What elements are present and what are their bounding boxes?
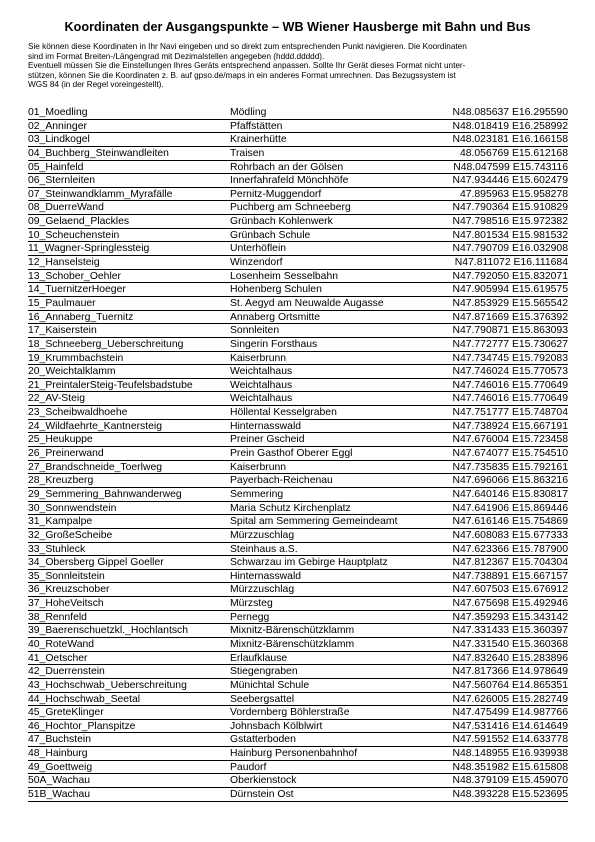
route-name: 05_Hainfeld <box>28 161 84 173</box>
table-row <box>28 720 568 734</box>
table-row <box>28 788 568 802</box>
table-row <box>28 665 568 679</box>
coordinates: N47.738891 E15.667157 <box>452 570 568 582</box>
coordinates: N47.905994 E15.619575 <box>452 284 568 296</box>
route-name: 12_Hanselsteig <box>28 257 100 269</box>
table-row <box>28 488 568 502</box>
route-name: 43_Hochschwab_Ueberschreitung <box>28 679 187 691</box>
start-location: Innerfahrafeld Mönchhöfe <box>230 175 349 187</box>
table-row <box>28 624 568 638</box>
start-location: Steinhaus a.S. <box>230 543 298 555</box>
coordinates: N47.696066 E15.863216 <box>452 475 568 487</box>
route-name: 24_Wildfaehrte_Kantnersteig <box>28 420 163 432</box>
route-name: 44_Hochschwab_Seetal <box>28 693 141 705</box>
route-name: 34_Obersberg Gippel Goeller <box>28 557 164 569</box>
route-name: 21_PreintalerSteig-Teufelsbadstube <box>28 379 193 391</box>
table-row <box>28 747 568 761</box>
table-row <box>28 161 568 175</box>
table-row <box>28 188 568 202</box>
route-name: 18_Schneeberg_Ueberschreitung <box>28 338 184 350</box>
table-row <box>28 556 568 570</box>
start-location: Kaiserbrunn <box>230 461 287 473</box>
route-name: 03_Lindkogel <box>28 134 90 146</box>
route-name: 46_Hochtor_Planspitze <box>28 720 136 732</box>
table-row <box>28 120 568 134</box>
table-row <box>28 543 568 557</box>
route-name: 33_Stuhleck <box>28 543 86 555</box>
table-row <box>28 679 568 693</box>
start-location: Hainburg Personenbahnhof <box>230 748 358 760</box>
table-row <box>28 515 568 529</box>
start-location: Krainerhütte <box>230 134 287 146</box>
table-row <box>28 733 568 747</box>
table-row <box>28 652 568 666</box>
coordinates: 47.895963 E15.958278 <box>459 188 568 200</box>
coordinates: N47.640146 E15.830817 <box>452 488 568 500</box>
coordinates: 48.056769 E15.612168 <box>459 147 568 159</box>
coordinates: N48.023181 E16.166158 <box>452 134 568 146</box>
start-location: Weichtalhaus <box>230 393 293 405</box>
page-title: Koordinaten der Ausgangspunkte – WB Wiener Hausberge mit Bahn und Bus <box>64 20 531 34</box>
route-name: 45_GreteKlinger <box>28 707 104 719</box>
start-location: Mürzzuschlag <box>230 529 295 541</box>
table-row <box>28 215 568 229</box>
start-location: Traisen <box>230 147 265 159</box>
route-name: 17_Kaiserstein <box>28 325 97 337</box>
start-location: Rohrbach an der Gölsen <box>230 161 344 173</box>
coordinates: N47.751777 E15.748704 <box>452 407 568 419</box>
coordinates: N48.148955 E16.939938 <box>452 748 568 760</box>
coordinates: N47.832640 E15.283896 <box>452 652 568 664</box>
coordinates: N48.379109 E15.459070 <box>452 775 568 787</box>
start-location: Mürzzuschlag <box>230 584 295 596</box>
coordinates: N47.738924 E15.667191 <box>452 420 568 432</box>
route-name: 26_Preinerwand <box>28 448 104 460</box>
start-location: Schwarzau im Gebirge Hauptplatz <box>230 557 388 569</box>
coordinates: N47.801534 E15.981532 <box>452 229 568 241</box>
table-row <box>28 311 568 325</box>
route-name: 02_Anninger <box>28 120 87 132</box>
coordinates: N47.475499 E14.987766 <box>452 707 568 719</box>
coordinates: N47.626005 E15.282749 <box>452 693 568 705</box>
start-location: Hinternasswald <box>230 570 302 582</box>
coordinates: N47.359293 E15.343142 <box>452 611 568 623</box>
route-name: 08_DuerreWand <box>28 202 104 214</box>
table-row <box>28 706 568 720</box>
table-row <box>28 133 568 147</box>
route-name: 32_GroßeScheibe <box>28 529 113 541</box>
coordinates: N47.735835 E15.792161 <box>452 461 568 473</box>
start-location: Münichtal Schule <box>230 679 310 691</box>
table-row <box>28 774 568 788</box>
coordinates: N47.676004 E15.723458 <box>452 434 568 446</box>
start-location: Maria Schutz Kirchenplatz <box>230 502 351 514</box>
coordinates: N47.812367 E15.704304 <box>452 557 568 569</box>
start-location: Dürnstein Ost <box>230 789 294 801</box>
table-row <box>28 242 568 256</box>
table-row <box>28 447 568 461</box>
route-name: 25_Heukuppe <box>28 434 93 446</box>
start-location: Grünbach Kohlenwerk <box>230 216 333 228</box>
start-location: Grünbach Schule <box>230 229 311 241</box>
start-location: Stiegengraben <box>230 666 298 678</box>
table-row <box>28 474 568 488</box>
coordinates: N48.085637 E16.295590 <box>452 107 568 118</box>
coordinates: N47.772777 E15.730627 <box>452 338 568 350</box>
start-location: Losenheim Sesselbahn <box>230 270 339 282</box>
start-location: Mixnitz-Bärenschützklamm <box>230 625 355 637</box>
coordinates: N47.871669 E15.376392 <box>452 311 568 323</box>
start-location: Mixnitz-Bärenschützklamm <box>230 638 355 650</box>
start-location: Erlaufklause <box>230 652 288 664</box>
route-name: 42_Duerrenstein <box>28 666 105 678</box>
coordinates: N48.351982 E15.615808 <box>452 761 568 773</box>
coordinates: N47.607503 E15.676912 <box>452 584 568 596</box>
route-name: 19_Krummbachstein <box>28 352 124 364</box>
table-row <box>28 147 568 161</box>
table-row <box>28 379 568 393</box>
coordinates: N48.047599 E15.743116 <box>453 161 568 173</box>
route-name: 49_Goettweig <box>28 761 93 773</box>
route-name: 10_Scheuchenstein <box>28 229 120 241</box>
start-location: Höllental Kesselgraben <box>230 407 337 419</box>
route-name: 15_Paulmauer <box>28 297 96 309</box>
start-location: Johnsbach Kölblwirt <box>230 720 323 732</box>
coordinates: N47.675698 E15.492946 <box>452 598 568 610</box>
coordinates: N47.792050 E15.832071 <box>452 270 568 282</box>
table-row <box>28 106 568 120</box>
table-row <box>28 229 568 243</box>
coordinates: N47.798516 E15.972382 <box>452 216 568 228</box>
coordinates: N47.531416 E14.614649 <box>452 720 568 732</box>
route-name: 28_Kreuzberg <box>28 475 94 487</box>
start-location: Gstatterboden <box>230 734 296 746</box>
table-row <box>28 201 568 215</box>
coordinates: N47.790709 E16.032908 <box>452 243 568 255</box>
table-row <box>28 529 568 543</box>
table-row <box>28 365 568 379</box>
table-row <box>28 270 568 284</box>
route-name: 40_RoteWand <box>28 638 95 650</box>
route-name: 48_Hainburg <box>28 748 88 760</box>
table-row <box>28 433 568 447</box>
coordinates: N47.934446 E15.602479 <box>452 175 568 187</box>
route-name: 47_Buchstein <box>28 734 91 746</box>
coordinates: N47.746016 E15.770649 <box>452 379 568 391</box>
table-row <box>28 638 568 652</box>
start-location: Pernegg <box>230 611 270 623</box>
route-name: 07_Steinwandklamm_Myrafälle <box>28 188 173 200</box>
route-name: 27_Brandschneide_Toerlweg <box>28 461 163 473</box>
intro-line: Sie können diese Koordinaten in Ihr Navi eingeben und so direkt zum entsprechenden Punkt navigieren. Die Koordinaten <box>28 42 467 51</box>
route-name: 36_Kreuzschober <box>28 584 110 596</box>
table-row <box>28 502 568 516</box>
table-row <box>28 611 568 625</box>
route-name: 09_Gelaend_Plackles <box>28 216 130 228</box>
coordinates: N47.608083 E15.677333 <box>452 529 568 541</box>
table-row <box>28 338 568 352</box>
table-row <box>28 283 568 297</box>
table-row <box>28 583 568 597</box>
start-location: Winzendorf <box>230 257 283 269</box>
start-location: Kaiserbrunn <box>230 352 287 364</box>
route-name: 01_Moedling <box>28 107 88 118</box>
coordinates: N47.623366 E15.787900 <box>452 543 568 555</box>
start-location: Mürzsteg <box>230 598 273 610</box>
table-row <box>28 324 568 338</box>
route-name: 16_Annaberg_Tuernitz <box>28 311 134 323</box>
coordinates: N47.811072 E16.111684 <box>454 257 568 269</box>
coordinates: N47.331433 E15.360397 <box>452 625 568 637</box>
table-row <box>28 256 568 270</box>
start-location: Hohenberg Schulen <box>230 284 322 296</box>
start-location: Oberkienstock <box>230 775 297 787</box>
route-name: 39_Baerenschuetzkl._Hochlantsch <box>28 625 188 637</box>
start-location: Annaberg Ortsmitte <box>230 311 321 323</box>
table-row <box>28 406 568 420</box>
table-row <box>28 297 568 311</box>
start-location: Puchberg am Schneeberg <box>230 202 351 214</box>
intro-line: sind im Format Breiten-/Längengrad mit Dezimalstellen angegeben (hddd.ddddd). <box>28 51 325 61</box>
route-name: 11_Wagner-Springlessteig <box>28 243 150 255</box>
route-name: 29_Semmering_Bahnwanderweg <box>28 488 182 500</box>
table-row <box>28 392 568 406</box>
route-name: 35_Sonnleitstein <box>28 570 105 582</box>
start-location: Payerbach-Reichenau <box>230 475 333 487</box>
table-row <box>28 420 568 434</box>
start-location: Unterhöflein <box>230 243 287 255</box>
route-name: 20_Weichtalklamm <box>28 366 116 378</box>
intro-line: WGS 84 (in der Regel voreingestellt). <box>28 80 164 90</box>
route-name: 23_Scheibwaldhoehe <box>28 407 128 419</box>
table-row <box>28 174 568 188</box>
start-location: Mödling <box>230 107 267 118</box>
intro-line: stützen, können Sie die Koordinaten z. B. auf gpso.de/maps in ein anderes Format umrechnen. Das Bezugssystem ist <box>28 70 456 80</box>
route-name: 50A_Wachau <box>28 775 90 787</box>
route-name: 13_Schober_Oehler <box>28 270 122 282</box>
coordinates: N47.746024 E15.770573 <box>452 366 568 378</box>
start-location: Vordernberg Böhlerstraße <box>230 707 350 719</box>
route-name: 22_AV-Steig <box>28 393 85 405</box>
table-row <box>28 461 568 475</box>
start-location: Hinternasswald <box>230 420 302 432</box>
coordinates: N48.018419 E16.258992 <box>452 120 568 132</box>
table-row <box>28 352 568 366</box>
table-row <box>28 693 568 707</box>
coordinates: N47.560764 E14.865351 <box>452 679 568 691</box>
table-row <box>28 570 568 584</box>
coordinates: N48.393228 E15.523695 <box>452 789 568 801</box>
start-location: Paudorf <box>230 761 267 773</box>
start-location: Semmering <box>230 488 284 500</box>
route-name: 14_TuernitzerHoeger <box>28 284 126 296</box>
coordinates: N47.674077 E15.754510 <box>452 448 568 460</box>
start-location: St. Aegyd am Neuwalde Augasse <box>230 297 384 309</box>
coordinates: N47.790871 E15.863093 <box>452 325 568 337</box>
start-location: Prein Gasthof Oberer Eggl <box>230 448 353 460</box>
table-row <box>28 761 568 775</box>
start-location: Spital am Semmering Gemeindeamt <box>230 516 398 528</box>
start-location: Seebergsattel <box>230 693 295 705</box>
route-name: 51B_Wachau <box>28 789 90 801</box>
start-location: Pernitz-Muggendorf <box>230 188 322 200</box>
coordinates: N47.591552 E14.633778 <box>452 734 568 746</box>
coordinates: N47.853929 E15.565542 <box>452 297 568 309</box>
start-location: Preiner Gscheid <box>230 434 305 446</box>
intro-text <box>28 42 573 90</box>
route-name: 37_HoheVeitsch <box>28 598 104 610</box>
coordinates: N47.790364 E15.910829 <box>452 202 568 214</box>
coordinates: N47.746016 E15.770649 <box>452 393 568 405</box>
route-name: 41_Oetscher <box>28 652 88 664</box>
route-name: 04_Buchberg_Steinwandleiten <box>28 147 169 159</box>
start-location: Sonnleiten <box>230 325 280 337</box>
intro-line: Eventuell müssen Sie die Einstellungen Ihres Geräts entsprechend anpassen. Sollte Ihr Gerät dieses Format nicht unter- <box>28 61 466 71</box>
coordinates: N47.331540 E15.360368 <box>452 638 568 650</box>
start-location: Weichtalhaus <box>230 366 293 378</box>
route-name: 30_Sonnwendstein <box>28 502 117 514</box>
start-location: Pfaffstätten <box>230 120 283 132</box>
coordinates: N47.817366 E14.978649 <box>452 666 568 678</box>
coordinates: N47.616146 E15.754869 <box>452 516 568 528</box>
route-name: 38_Rennfeld <box>28 611 87 623</box>
coordinates-table <box>28 106 568 802</box>
coordinates: N47.641906 E15.869446 <box>452 502 568 514</box>
start-location: Singerin Forsthaus <box>230 338 318 350</box>
route-name: 31_Kampalpe <box>28 516 93 528</box>
table-row <box>28 597 568 611</box>
start-location: Weichtalhaus <box>230 379 293 391</box>
coordinates: N47.734745 E15.792083 <box>452 352 568 364</box>
route-name: 06_Sternleiten <box>28 175 96 187</box>
